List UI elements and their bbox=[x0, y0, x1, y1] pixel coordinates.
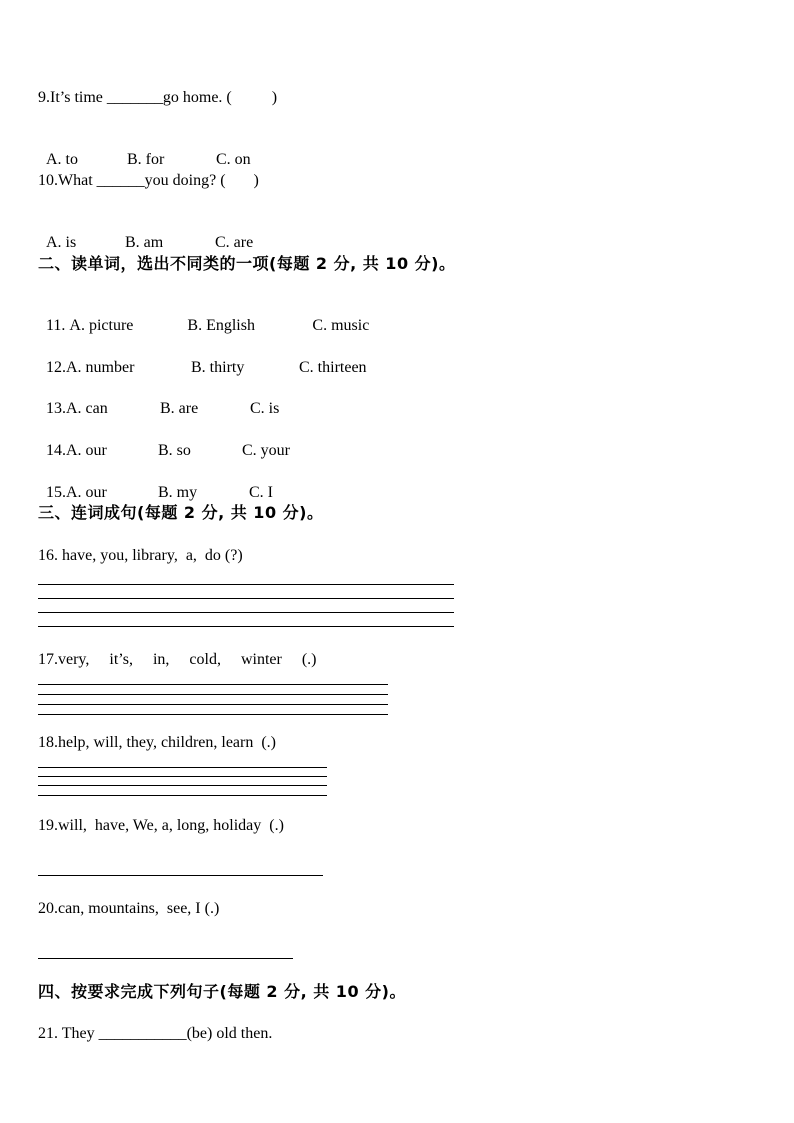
answer-line bbox=[38, 785, 327, 786]
option-b: B. so bbox=[158, 442, 191, 459]
option-c: C. I bbox=[249, 484, 273, 501]
question-13 bbox=[38, 379, 279, 419]
answer-line bbox=[38, 694, 388, 695]
question-12 bbox=[38, 338, 367, 378]
answer-line bbox=[38, 704, 388, 705]
option-b: B. for bbox=[127, 151, 165, 168]
answer-line bbox=[38, 612, 454, 613]
question-number: 12. bbox=[46, 359, 66, 376]
question-number: 15. bbox=[46, 484, 66, 501]
answer-line bbox=[38, 584, 454, 585]
option-a: A. can bbox=[66, 400, 108, 417]
question-18: 18.help, will, they, children, learn (.) bbox=[38, 734, 276, 751]
section-4-heading: 四、按要求完成下列句子(每题 2 分, 共 10 分)。 bbox=[38, 982, 406, 1001]
answer-line bbox=[38, 684, 388, 685]
question-number: 13. bbox=[46, 400, 66, 417]
option-c: C. your bbox=[242, 442, 290, 459]
question-19: 19.will, have, We, a, long, holiday (.) bbox=[38, 817, 284, 834]
answer-line bbox=[38, 958, 293, 959]
option-b: B. English bbox=[187, 317, 255, 334]
option-c: C. is bbox=[250, 400, 280, 417]
option-c: C. music bbox=[312, 317, 370, 334]
question-number: 14. bbox=[46, 442, 66, 459]
answer-line bbox=[38, 626, 454, 627]
question-10: 10.What ______you doing? ( ) bbox=[38, 172, 259, 189]
option-c: C. on bbox=[216, 151, 251, 168]
option-a: A. to bbox=[46, 151, 78, 168]
answer-line bbox=[38, 714, 388, 715]
question-21: 21. They ___________(be) old then. bbox=[38, 1025, 273, 1042]
question-number: 11. bbox=[46, 317, 66, 334]
answer-line bbox=[38, 795, 327, 796]
question-11 bbox=[38, 296, 369, 336]
option-a: A. is bbox=[46, 234, 77, 251]
section-2-heading: 二、读单词，选出不同类的一项(每题 2 分, 共 10 分)。 bbox=[38, 254, 456, 273]
option-a: A. our bbox=[66, 484, 107, 501]
question-9: 9.It’s time _______go home. ( ) bbox=[38, 89, 278, 106]
answer-line bbox=[38, 875, 323, 876]
answer-line bbox=[38, 767, 327, 768]
option-a: A. number bbox=[66, 359, 135, 376]
section-3-heading: 三、连词成句(每题 2 分, 共 10 分)。 bbox=[38, 503, 324, 522]
question-20: 20.can, mountains, see, I (.) bbox=[38, 900, 220, 917]
option-c: C. are bbox=[215, 234, 254, 251]
answer-line bbox=[38, 598, 454, 599]
option-b: B. am bbox=[125, 234, 164, 251]
option-a: A. picture bbox=[69, 317, 134, 334]
question-10-options bbox=[38, 213, 253, 253]
option-b: B. are bbox=[160, 400, 199, 417]
question-14 bbox=[38, 421, 290, 461]
question-9-options bbox=[38, 130, 251, 170]
option-b: B. my bbox=[158, 484, 198, 501]
question-15 bbox=[38, 463, 273, 503]
question-17: 17.very, it’s, in, cold, winter (.) bbox=[38, 651, 317, 668]
question-16: 16. have, you, library, a, do (?) bbox=[38, 547, 243, 564]
option-b: B. thirty bbox=[191, 359, 245, 376]
option-c: C. thirteen bbox=[299, 359, 367, 376]
answer-line bbox=[38, 776, 327, 777]
option-a: A. our bbox=[66, 442, 107, 459]
